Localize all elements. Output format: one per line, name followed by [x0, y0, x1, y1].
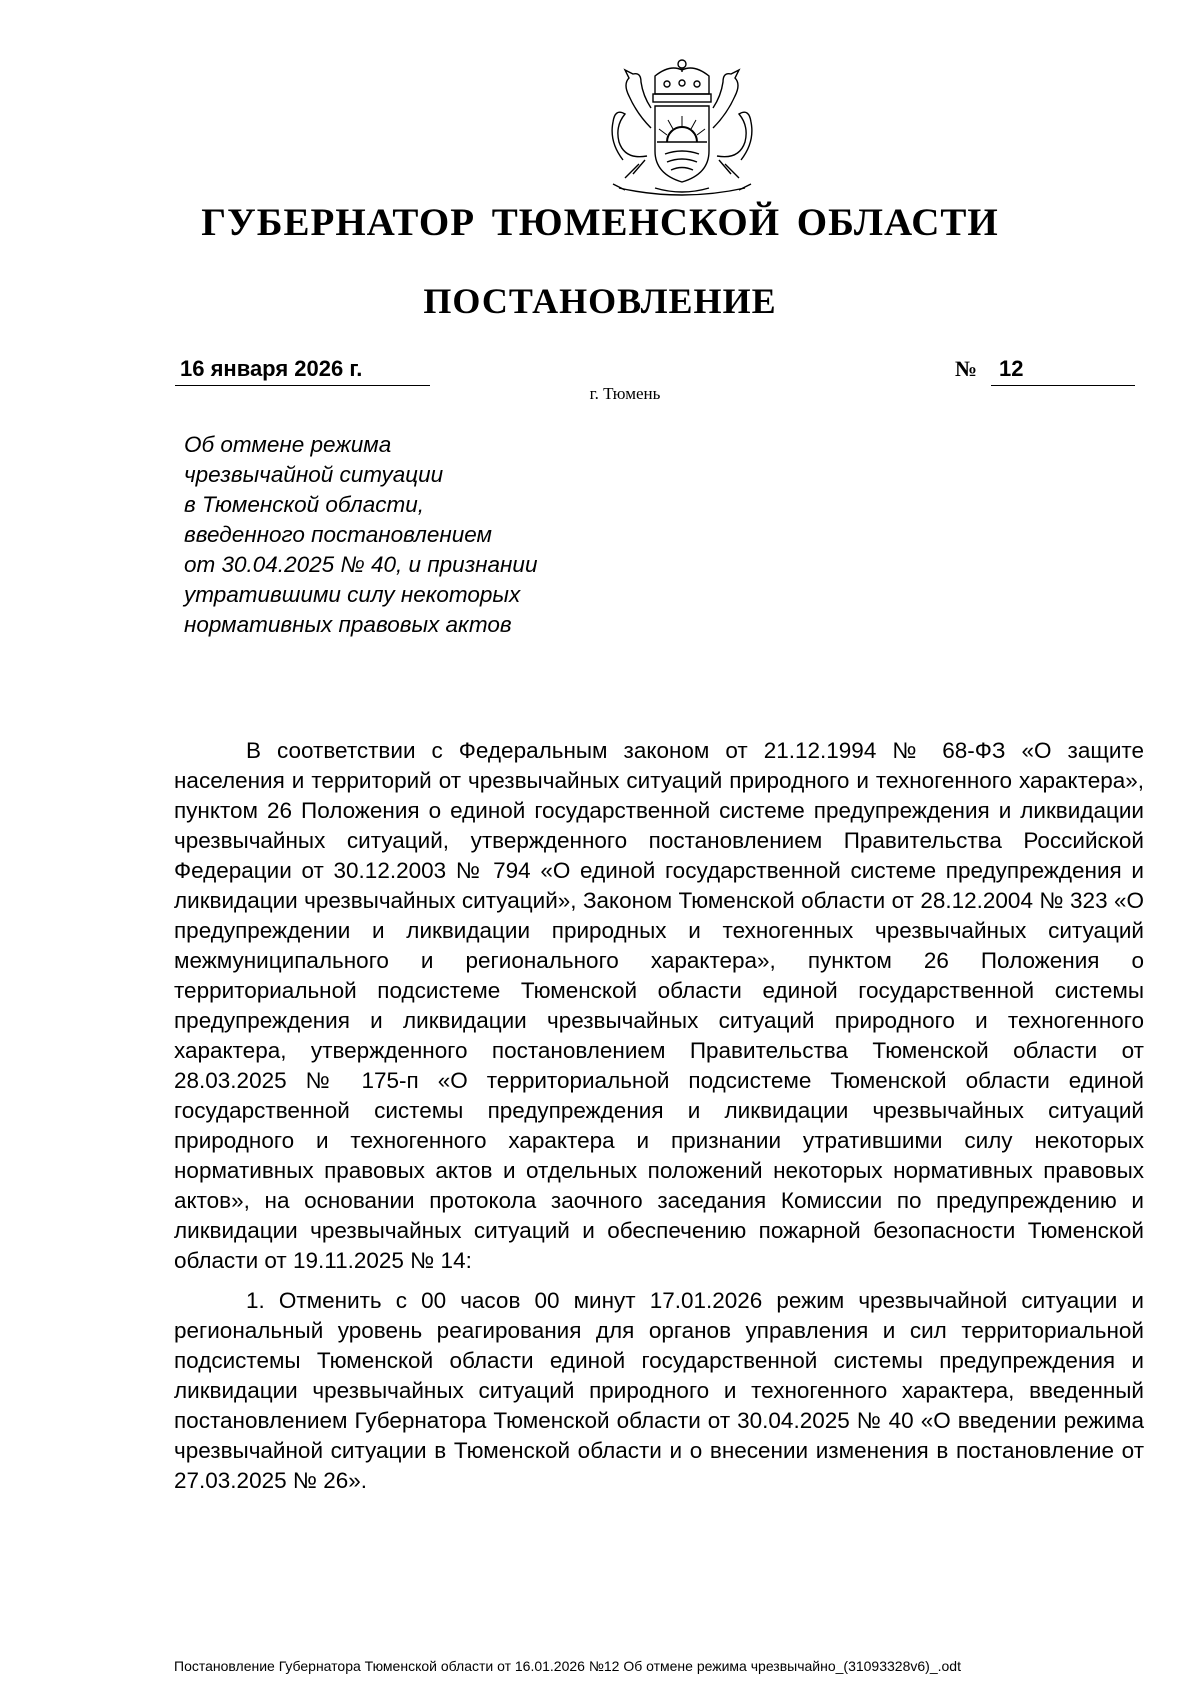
- subject-line: утратившими силу некоторых: [184, 582, 521, 607]
- document-body: [174, 736, 1144, 1506]
- number-underline: [991, 355, 1135, 386]
- item-1-paragraph: 1. Отменить с 00 часов 00 минут 17.01.2026 режим чрезвычайной ситуации и региональный уровень реагирования для органов управления и сил территориальной подсистемы Тюменской области единой государственной системы предупреждения и ликвидации чрезвычайных ситуаций природного и техногенного характера, введенный постановлением Губернатора Тюменской области от 30.04.2025 № 40 «О введении режима чрезвычайной ситуации в Тюменской области и о внесении изменения в постановление от 27.03.2025 № 26».: [174, 1288, 1144, 1493]
- number-field: [955, 355, 1135, 385]
- city-label: г. Тюмень: [589, 384, 661, 403]
- document-subject: [184, 430, 684, 640]
- document-number: 12: [999, 356, 1024, 381]
- subject-line: чрезвычайной ситуации: [184, 462, 444, 487]
- subject-line: Об отмене режима: [184, 432, 392, 457]
- date-field: [175, 355, 430, 386]
- authority-title: ГУБЕРНАТОР ТЮМЕНСКОЙ ОБЛАСТИ: [201, 201, 999, 244]
- document-type-title: ПОСТАНОВЛЕНИЕ: [423, 281, 777, 321]
- subject-line: от 30.04.2025 № 40, и признании: [184, 552, 538, 577]
- subject-line: в Тюменской области,: [184, 492, 425, 517]
- coat-of-arms-icon: [585, 56, 780, 206]
- number-sign: №: [955, 356, 978, 381]
- document-date: 16 января 2026 г.: [180, 356, 363, 381]
- footer-filename: Постановление Губернатора Тюменской области от 16.01.2026 №12 Об отмене режима чрезвычайно_(31093328v6)_.odt: [174, 1658, 961, 1674]
- subject-line: введенного постановлением: [184, 522, 492, 547]
- preamble-paragraph: В соответствии с Федеральным законом от 21.12.1994 № 68-ФЗ «О защите населения и территорий от чрезвычайных ситуаций природного и техногенного характера», пунктом 26 Положения о единой государственной системе предупреждения и ликвидации чрезвычайных ситуаций, утвержденного постановлением Правительства Российской Федерации от 30.12.2003 № 794 «О единой государственной системе предупреждения и ликвидации чрезвычайных ситуаций», Законом Тюменской области от 28.12.2004 № 323 «О предупреждении и ликвидации природных и техногенных чрезвычайных ситуаций межмуниципального и регионального характера», пунктом 26 Положения о территориальной подсистеме Тюменской области единой государственной системы предупреждения и ликвидации чрезвычайных ситуаций природного и техногенного характера, утвержденного постановлением Правительства Тюменской области от 28.03.2025 № 175-п «О территориальной подсистеме Тюменской области единой государственной системы предупреждения и ликвидации чрезвычайных ситуаций природного и техногенного характера и признании утратившими силу некоторых нормативных правовых актов и отдельных положений некоторых нормативных правовых актов», на основании протокола заочного заседания Комиссии по предупреждению и ликвидации чрезвычайных ситуаций и обеспечению пожарной безопасности Тюменской области от 19.11.2025 № 14:: [174, 738, 1144, 1273]
- subject-line: нормативных правовых актов: [184, 612, 512, 637]
